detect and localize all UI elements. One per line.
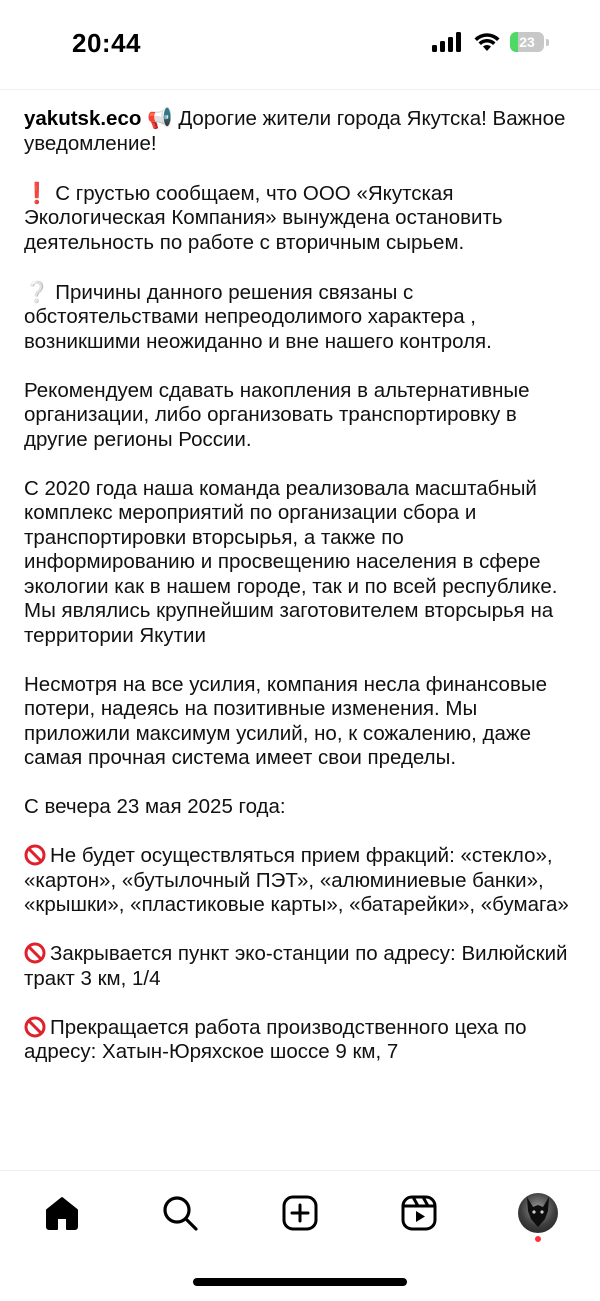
notification-dot (535, 1236, 541, 1242)
caption-text: Дорогие жители города Якутска! Важное уведомление! (24, 107, 566, 155)
nav-search-button[interactable] (158, 1191, 202, 1235)
caption-text: Несмотря на все усилия, компания несла финансовые потери, надеясь на позитивные изменения. Мы приложили максимум усилий, но, к сожалению, даже самая прочная система имеет свои пределы. (24, 672, 547, 769)
nav-create-button[interactable] (278, 1191, 322, 1235)
caption-paragraph (24, 181, 580, 256)
battery-level: 23 (519, 34, 535, 50)
nav-home-button[interactable] (40, 1191, 84, 1235)
caption-paragraph (24, 280, 580, 355)
caption-paragraph (24, 1016, 580, 1065)
prohibited-icon (24, 844, 46, 866)
nav-reels-button[interactable] (397, 1191, 441, 1235)
post-caption (24, 106, 580, 1089)
caption-text: Закрывается пункт эко-станции по адресу: Вилюйский тракт 3 км, 1/4 (24, 942, 568, 990)
caption-paragraph (24, 942, 580, 991)
prohibited-icon (24, 942, 46, 964)
wolf-avatar-icon (518, 1193, 558, 1233)
caption-text: С грустью сообщаем, что ООО «Якутская Экологическая Компания» вынуждена остановить деятельность по работе с вторичным сырьем. (24, 181, 503, 254)
exclamation-icon: ❗ (24, 180, 50, 205)
caption-text: Причины данного решения связаны с обстоятельствами непреодолимого характера , возникшими неожиданно и вне нашего контроля. (24, 280, 492, 353)
post-username[interactable]: yakutsk.eco (24, 107, 142, 130)
home-indicator[interactable] (193, 1278, 407, 1286)
question-icon: ❔ (24, 279, 50, 304)
home-icon (43, 1194, 81, 1232)
battery-indicator (510, 32, 550, 52)
caption-paragraph (24, 379, 580, 453)
wifi-icon (474, 32, 500, 52)
caption-paragraph (24, 844, 580, 918)
caption-paragraph (24, 673, 580, 771)
prohibited-icon (24, 1016, 46, 1038)
megaphone-icon: 📢 (147, 106, 173, 130)
create-icon (281, 1194, 319, 1232)
caption-text: Рекомендуем сдавать накопления в альтернативные организации, либо организовать транспортировку в другие регионы России. (24, 378, 530, 451)
reels-icon (400, 1194, 438, 1232)
caption-paragraph (24, 477, 580, 649)
status-time: 20:44 (72, 28, 141, 58)
caption-text: С вечера 23 мая 2025 года: (24, 795, 286, 818)
nav-profile-button[interactable] (516, 1191, 560, 1235)
status-bar (0, 0, 600, 90)
avatar (518, 1193, 558, 1233)
status-icons (432, 32, 550, 52)
caption-paragraph (24, 795, 580, 820)
caption-text: Не будет осуществляться прием фракций: «стекло», «картон», «бутылочный ПЭТ», «алюминиевые банки», «крышки», «пластиковые карты», «батарейки», «бумага» (24, 844, 569, 916)
caption-text: Прекращается работа производственного цеха по адресу: Хатын-Юряхское шоссе 9 км, 7 (24, 1015, 527, 1063)
search-icon (161, 1194, 199, 1232)
caption-text: С 2020 года наша команда реализовала масштабный комплекс мероприятий по организации сбора и транспортировки вторсырья, а также по информированию и просвещению населения в сфере экологии как в нашем городе, так и по всей республике. Мы являлись крупнейшим заготовителем вторсырья на территории Якутии (24, 476, 558, 647)
caption-paragraph (24, 106, 580, 156)
cellular-signal-icon (432, 32, 464, 52)
